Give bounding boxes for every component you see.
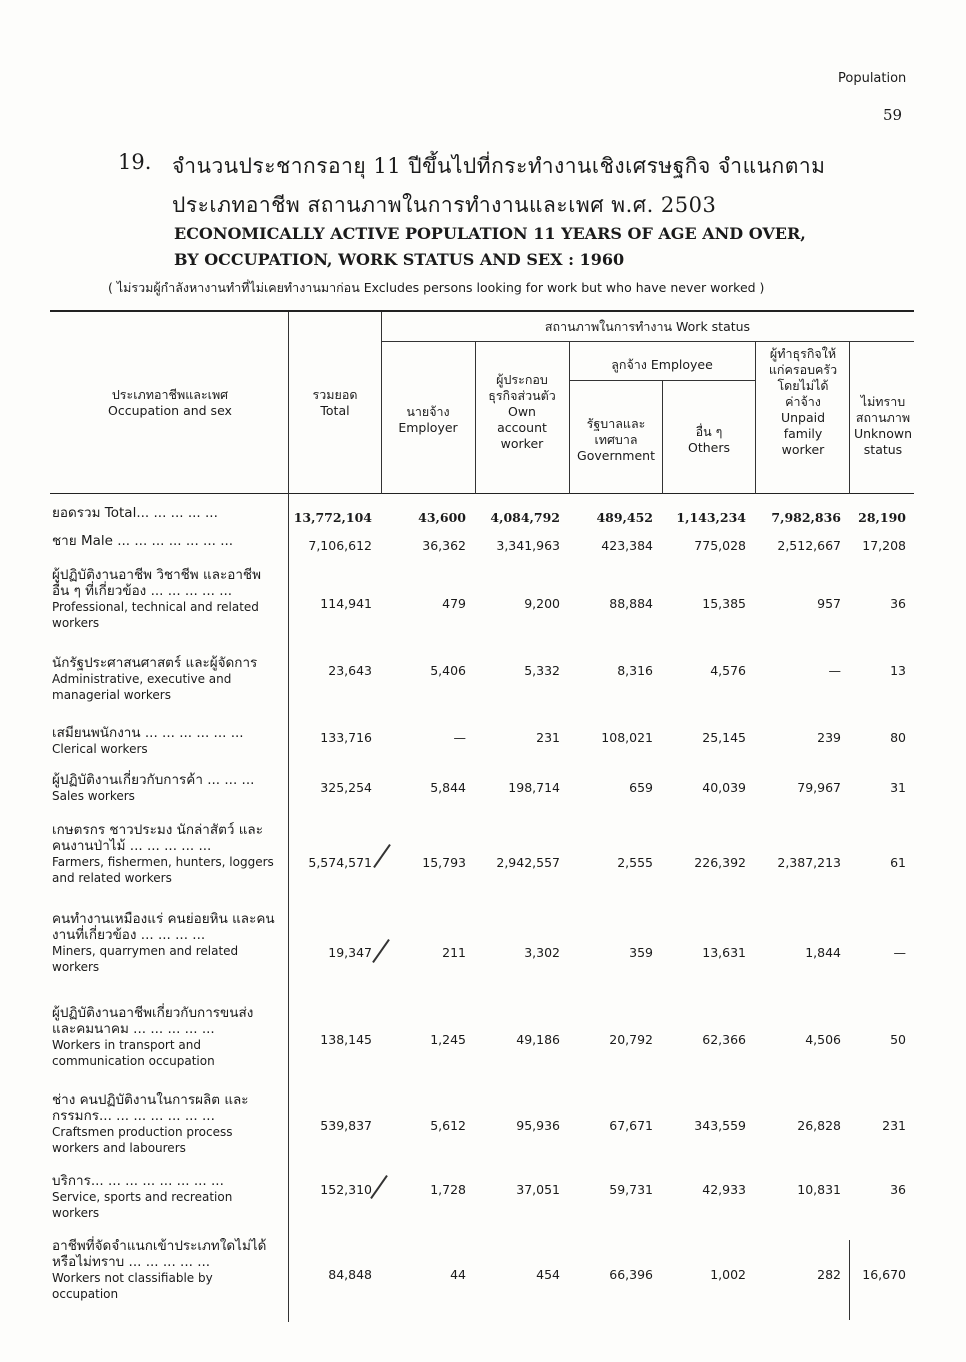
- table-cell: 5,844: [430, 780, 466, 795]
- header-unpaid-th-3: โดยไม่ได้: [777, 378, 829, 393]
- header-own-account-th-2: ธุรกิจส่วนตัว: [488, 388, 556, 403]
- table-cell: 17,208: [862, 538, 906, 553]
- title-english-line-1: ECONOMICALLY ACTIVE POPULATION 11 YEARS OF AGE AND OVER,: [174, 224, 806, 243]
- page-number: 59: [883, 106, 903, 124]
- table-cell: 62,366: [702, 1032, 746, 1047]
- table-cell: 50: [890, 1032, 906, 1047]
- table-cell: —: [453, 730, 466, 745]
- table-cell: 13: [890, 663, 906, 678]
- table-cell: 36,362: [422, 538, 466, 553]
- table-cell: 36: [890, 596, 906, 611]
- row-label-thai: บริการ... ... ... ... ... ... ... ...: [52, 1173, 224, 1189]
- table-cell: 95,936: [516, 1118, 560, 1133]
- table-cell: 479: [442, 596, 466, 611]
- table-cell: 1,245: [430, 1032, 466, 1047]
- table-cell: 211: [442, 945, 466, 960]
- table-cell: 5,332: [524, 663, 560, 678]
- row-label-english: Workers in transport and communication occupation: [52, 1038, 215, 1068]
- table-cell: 61: [890, 855, 906, 870]
- header-total: [290, 387, 380, 419]
- table-cell: 4,576: [710, 663, 746, 678]
- header-employer-en: Employer: [398, 420, 458, 435]
- table-cell: 59,731: [609, 1182, 653, 1197]
- table-cell: 454: [536, 1267, 560, 1282]
- row-label-thai: ผู้ปฏิบัติงานอาชีพเกี่ยวกับการขนส่ง และคมนาคม ... ... ... ... ...: [52, 1005, 254, 1037]
- title-english-line-2: BY OCCUPATION, WORK STATUS AND SEX : 1960: [174, 250, 625, 269]
- table-cell: 5,406: [430, 663, 466, 678]
- row-label-thai: ผู้ปฏิบัติงานอาชีพ วิชาชีพ และอาชีพ อื่น ๆ ที่เกี่ยวข้อง ... ... ... ... ...: [52, 567, 261, 599]
- column-divider: [569, 341, 570, 494]
- table-cell: 36: [890, 1182, 906, 1197]
- title-thai-line-2: ประเภทอาชีพ สถานภาพในการทำงานและเพศ พ.ศ. 2503: [172, 193, 717, 217]
- table-cell: 775,028: [694, 538, 746, 553]
- header-occupation: [60, 387, 280, 419]
- table-cell: 3,341,963: [496, 538, 560, 553]
- header-government-th-2: เทศบาล: [594, 432, 638, 447]
- header-unknown-th-1: ไม่ทราบ: [860, 394, 906, 409]
- header-unpaid-en-2: family: [783, 426, 823, 441]
- table-cell: 325,254: [320, 780, 372, 795]
- table-cell: 28,190: [858, 510, 906, 525]
- table-cell: 13,772,104: [293, 510, 372, 525]
- header-own-account-th-1: ผู้ประกอบ: [496, 372, 548, 387]
- table-cell: 489,452: [596, 510, 653, 525]
- table-cell: 79,967: [797, 780, 841, 795]
- table-cell: 2,942,557: [496, 855, 560, 870]
- header-bottom-rule: [50, 493, 914, 494]
- table-cell: 80: [890, 730, 906, 745]
- header-occupation-en: Occupation and sex: [108, 403, 232, 418]
- header-own-account-en-3: worker: [500, 436, 544, 451]
- header-unknown-en-2: status: [863, 442, 903, 457]
- table-cell: 1,844: [805, 945, 841, 960]
- table-cell: 49,186: [516, 1032, 560, 1047]
- header-government-th-1: รัฐบาลและ: [586, 416, 646, 431]
- table-note: ( ไม่รวมผู้กำลังหางานทำที่ไม่เคยทำงานมาก่อน Excludes persons looking for work but who have never worked ): [108, 280, 765, 295]
- title-thai-line-1: จำนวนประชากรอายุ 11 ปีขึ้นไปที่กระทำงานเชิงเศรษฐกิจ จำแนกตาม: [172, 154, 826, 178]
- row-label: [52, 567, 278, 631]
- header-unpaid-th-2: แก่ครอบครัว: [768, 362, 838, 377]
- table-cell: 42,933: [702, 1182, 746, 1197]
- row-label-english: Clerical workers: [52, 742, 148, 756]
- table-cell: 9,200: [524, 596, 560, 611]
- table-cell: 43,600: [418, 510, 466, 525]
- row-label-english: Miners, quarrymen and related workers: [52, 944, 239, 974]
- table-cell: 5,612: [430, 1118, 466, 1133]
- row-label: [52, 655, 278, 703]
- table-cell: 198,714: [508, 780, 560, 795]
- column-divider: [381, 312, 382, 494]
- row-label-thai: เกษตรกร ชาวประมง นักล่าสัตว์ และ คนงานป่าไม้ ... ... ... ... ...: [52, 822, 263, 854]
- table-cell: —: [828, 663, 841, 678]
- table-cell: 2,387,213: [777, 855, 841, 870]
- row-label: [52, 1173, 278, 1221]
- row-label-thai: ชาย Male ... ... ... ... ... ... ...: [52, 533, 234, 549]
- table-cell: 3,302: [524, 945, 560, 960]
- header-own-account-en-2: account: [497, 420, 547, 435]
- running-head: Population: [838, 71, 907, 86]
- table-cell: 108,021: [601, 730, 653, 745]
- table-cell: 23,643: [328, 663, 372, 678]
- table-cell: 25,145: [702, 730, 746, 745]
- table-cell: 1,728: [430, 1182, 466, 1197]
- header-unpaid-en-3: worker: [781, 442, 825, 457]
- row-label-english: Administrative, executive and managerial workers: [52, 672, 232, 702]
- row-label: [52, 725, 278, 757]
- row-label-thai: เสมียนพนักงาน ... ... ... ... ... ...: [52, 725, 244, 741]
- table-cell: 231: [882, 1118, 906, 1133]
- header-own-account-en-1: Own: [508, 404, 536, 419]
- table-cell: 37,051: [516, 1182, 560, 1197]
- column-divider: [288, 312, 289, 1322]
- table-cell: 31: [890, 780, 906, 795]
- header-total-th: รวมยอด: [312, 387, 358, 402]
- table-cell: 8,316: [617, 663, 653, 678]
- row-label-english: Sales workers: [52, 789, 135, 803]
- header-employer-th: นายจ้าง: [406, 404, 450, 419]
- header-others: [664, 424, 754, 456]
- table-cell: 1,143,234: [676, 510, 746, 525]
- row-label-thai: คนทำงานเหมืองแร่ คนย่อยหิน และคนงานที่เกี่ยวข้อง ... ... ... ...: [52, 911, 275, 943]
- table-number: 19.: [118, 150, 152, 174]
- column-divider: [849, 341, 850, 494]
- table-cell: 10,831: [797, 1182, 841, 1197]
- row-label-thai: นักรัฐประศาสนศาสตร์ และผู้จัดการ: [52, 655, 258, 671]
- table-cell: 67,671: [609, 1118, 653, 1133]
- top-rule: [50, 310, 914, 312]
- header-government: [571, 416, 661, 464]
- header-unknown-en-1: Unknown: [853, 426, 913, 441]
- header-work-status: สถานภาพในการทำงาน Work status: [544, 319, 751, 334]
- row-label-thai: ช่าง คนปฏิบัติงานในการผลิต และ กรรมกร... ... ... ... ... ... ...: [52, 1092, 249, 1124]
- table-cell: 4,506: [805, 1032, 841, 1047]
- table-cell: 138,145: [320, 1032, 372, 1047]
- table-cell: 539,837: [320, 1118, 372, 1133]
- row-label-english: Craftsmen production process workers and labourers: [52, 1125, 233, 1155]
- row-label: [52, 911, 278, 975]
- table-cell: 19,347: [328, 945, 372, 960]
- table-cell: 7,106,612: [308, 538, 372, 553]
- table-cell: 231: [536, 730, 560, 745]
- table-cell: 133,716: [320, 730, 372, 745]
- header-occupation-th: ประเภทอาชีพและเพศ: [111, 387, 229, 402]
- table-cell: 2,512,667: [777, 538, 841, 553]
- header-government-en: Government: [577, 448, 655, 463]
- row-label-male: [52, 533, 278, 549]
- row-label: [52, 1092, 278, 1156]
- row-label: [52, 772, 278, 804]
- table-cell: 16,670: [862, 1267, 906, 1282]
- row-label-thai: อาชีพที่จัดจำแนกเข้าประเภทใดไม่ได้ หรือไม่ทราบ ... ... ... ... ...: [52, 1238, 267, 1270]
- table-cell: 659: [629, 780, 653, 795]
- header-unpaid-th-4: ค่าจ้าง: [785, 394, 821, 409]
- row-label-thai: ผู้ปฏิบัติงานเกี่ยวกับการค้า ... ... ...: [52, 772, 255, 788]
- table-cell: 15,793: [422, 855, 466, 870]
- table-cell: 26,828: [797, 1118, 841, 1133]
- table-cell: 20,792: [609, 1032, 653, 1047]
- table-cell: 239: [817, 730, 841, 745]
- table-cell: 957: [817, 596, 841, 611]
- table-cell: 7,982,836: [771, 510, 841, 525]
- column-divider: [662, 380, 663, 494]
- header-others-en: Others: [687, 440, 730, 455]
- table-cell: 423,384: [601, 538, 653, 553]
- column-divider: [475, 341, 476, 494]
- table-cell: 114,941: [320, 596, 372, 611]
- table-cell: 282: [817, 1267, 841, 1282]
- header-others-th: อื่น ๆ: [695, 424, 723, 439]
- table-cell: 40,039: [702, 780, 746, 795]
- table-cell: 13,631: [702, 945, 746, 960]
- table-cell: 84,848: [328, 1267, 372, 1282]
- table-cell: 4,084,792: [490, 510, 560, 525]
- row-label-english: Workers not classifiable by occupation: [52, 1271, 213, 1301]
- header-unpaid-en-1: Unpaid: [780, 410, 826, 425]
- row-label-total: [52, 505, 278, 521]
- table-cell: 15,385: [702, 596, 746, 611]
- table-cell: 343,559: [694, 1118, 746, 1133]
- header-total-en: Total: [320, 403, 350, 418]
- header-unpaid: [757, 346, 849, 458]
- work-status-rule: [381, 341, 914, 342]
- table-cell: 88,884: [609, 596, 653, 611]
- header-employer: [383, 404, 473, 436]
- row-label: [52, 822, 278, 886]
- table-cell: 152,310: [320, 1182, 372, 1197]
- header-unknown-th-2: สถานภาพ: [855, 410, 911, 425]
- table-cell: 226,392: [694, 855, 746, 870]
- table-cell: 44: [450, 1267, 466, 1282]
- table-cell: 66,396: [609, 1267, 653, 1282]
- header-employee: ลูกจ้าง Employee: [611, 357, 713, 372]
- row-label-thai: ยอดรวม Total... ... ... ... ...: [52, 505, 218, 521]
- row-label: [52, 1005, 278, 1069]
- table-cell: —: [893, 945, 906, 960]
- table-cell: 2,555: [617, 855, 653, 870]
- row-label-english: Service, sports and recreation workers: [52, 1190, 233, 1220]
- header-unknown: [851, 394, 915, 458]
- row-label-english: Farmers, fishermen, hunters, loggers and related workers: [52, 855, 274, 885]
- table-cell: 359: [629, 945, 653, 960]
- header-unpaid-th-1: ผู้ทำธุรกิจให้: [769, 346, 837, 361]
- column-divider: [755, 341, 756, 494]
- header-own-account: [477, 372, 567, 452]
- table-cell: 1,002: [710, 1267, 746, 1282]
- table-cell: 5,574,571: [308, 855, 372, 870]
- row-label: [52, 1238, 278, 1302]
- row-label-english: Professional, technical and related workers: [52, 600, 259, 630]
